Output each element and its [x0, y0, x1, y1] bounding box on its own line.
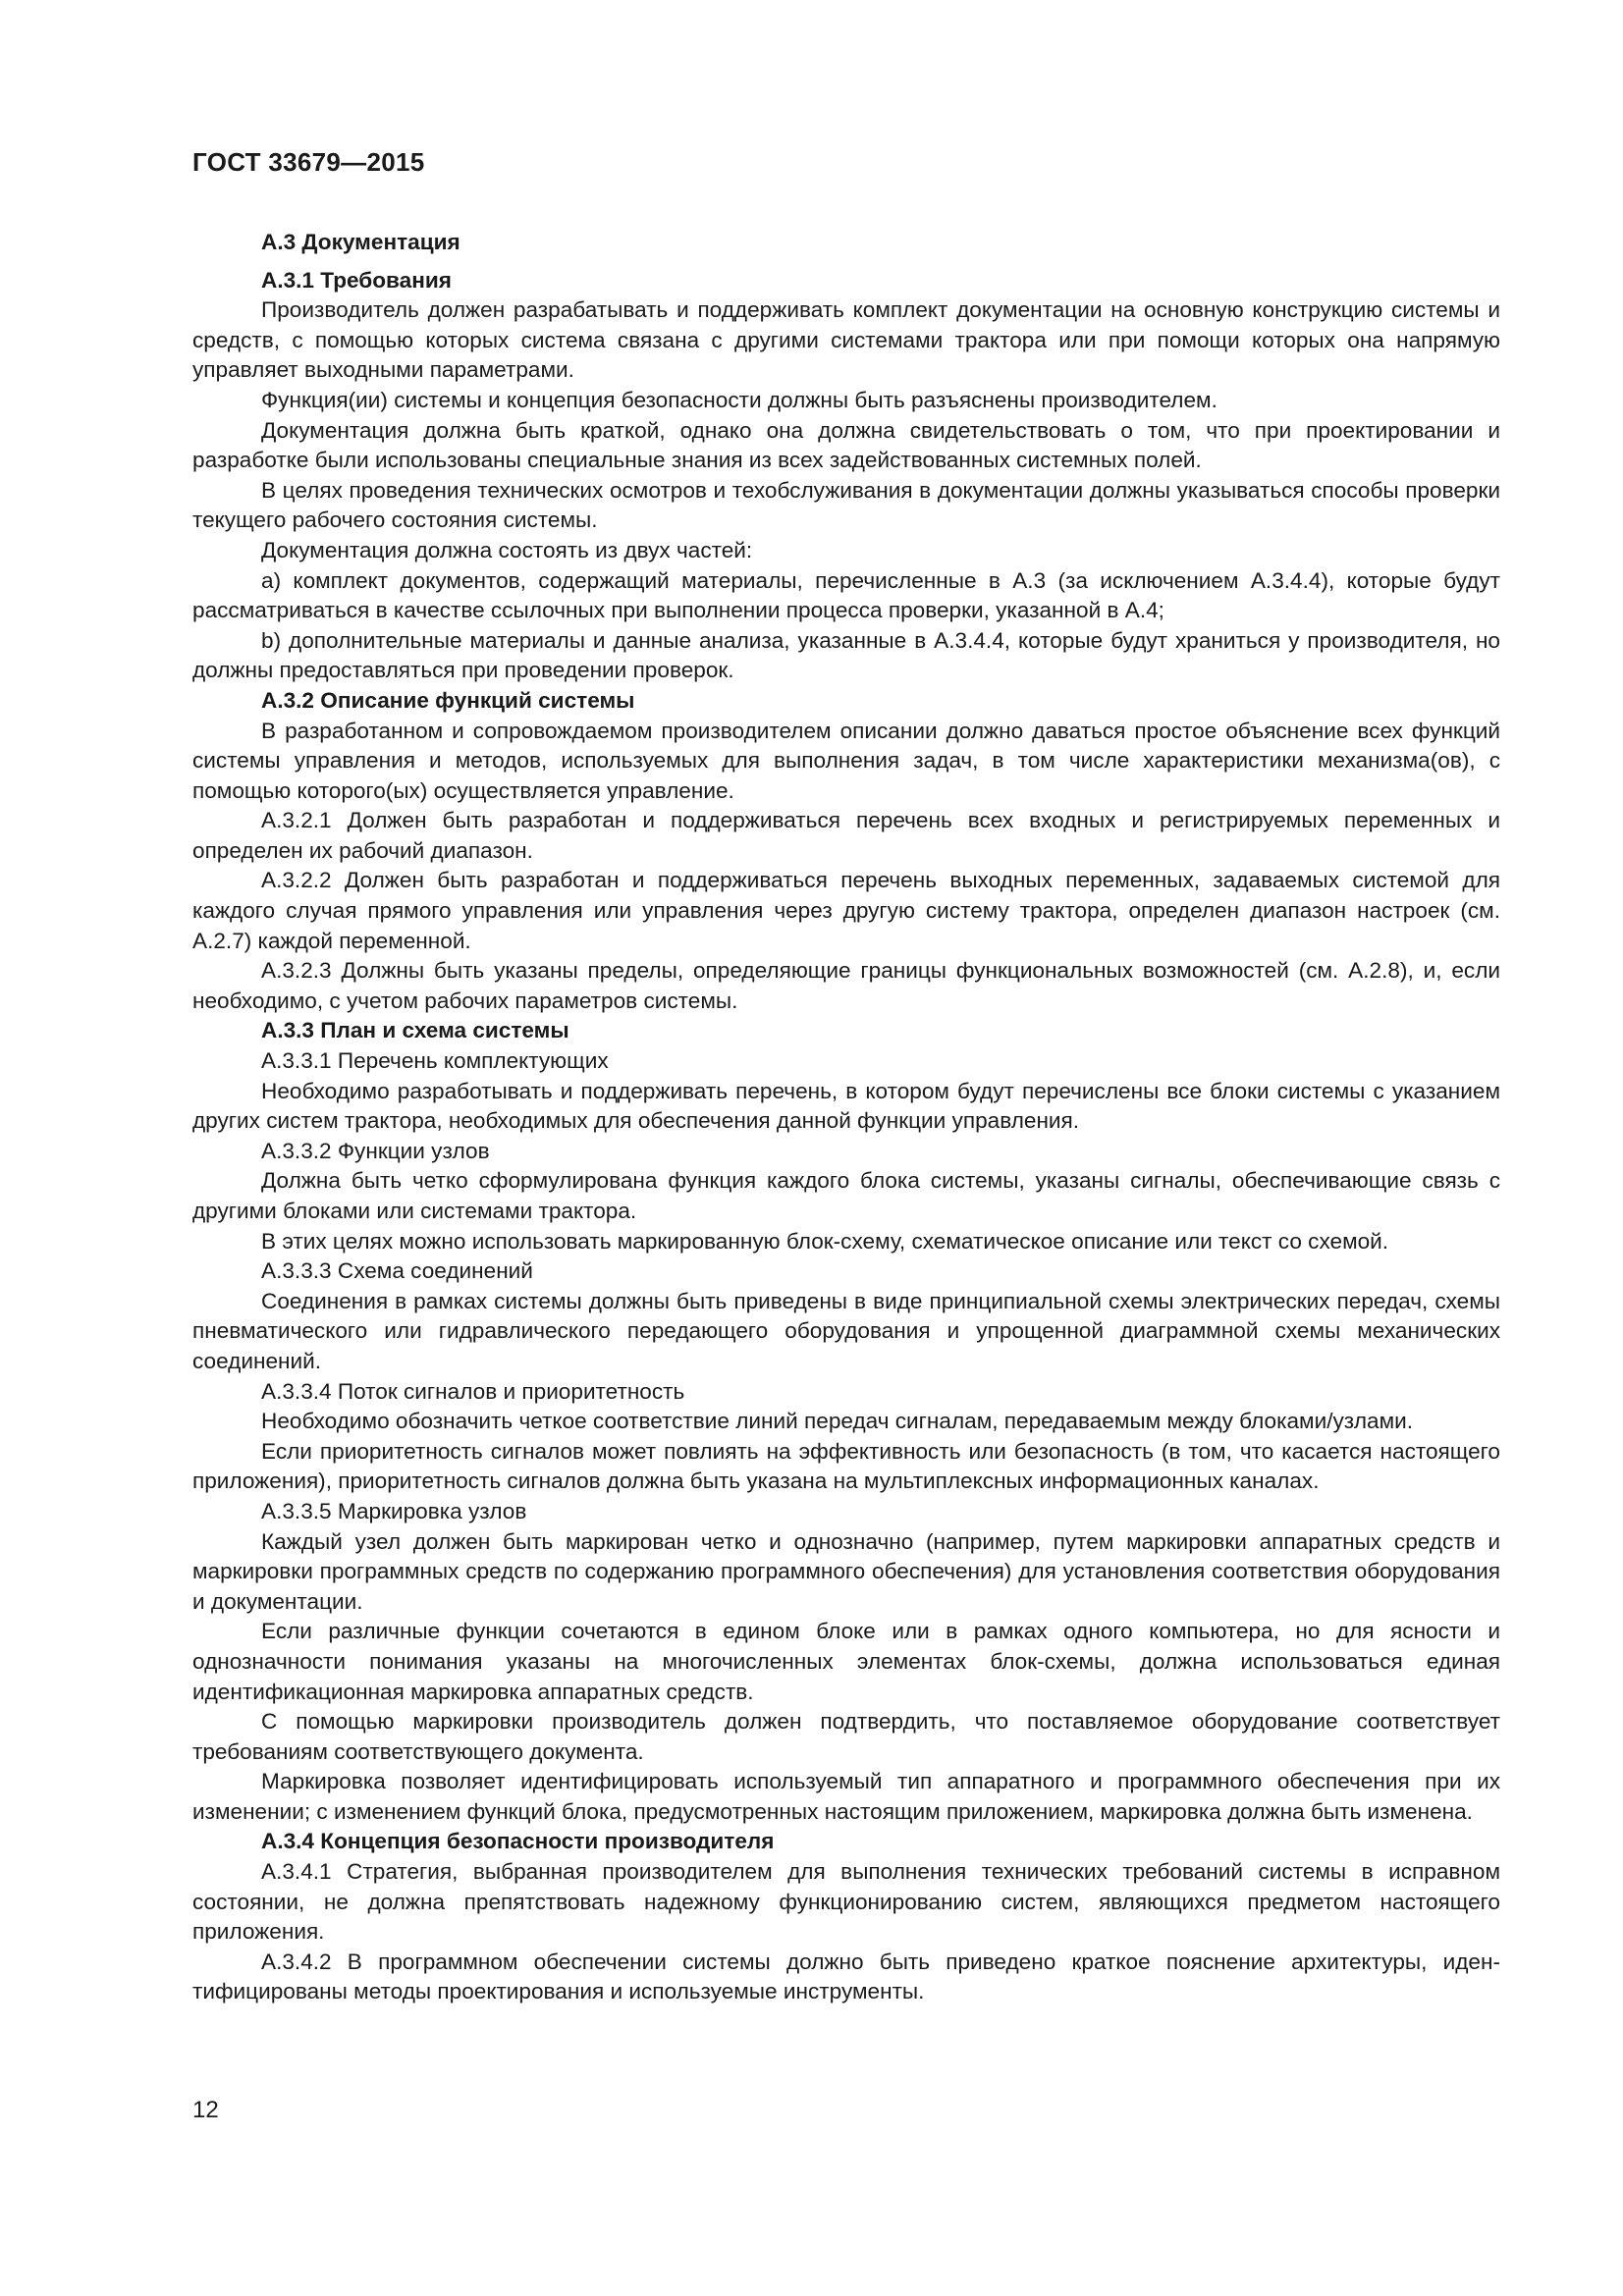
- paragraph: а) комплект документов, содержащий материалы, перечисленные в А.3 (за исключением А.3.4.4), которые будут рассматриваться в качестве ссылочных при выполнении процесса проверки, указанной в А.4;: [192, 567, 1500, 623]
- paragraph: В целях проведения технических осмотров и техобслуживания в документации должны указываться способы проверки текущего рабочего состояния системы.: [192, 477, 1500, 533]
- paragraph: А.3.2.1 Должен быть разработан и поддерживаться перечень всех входных и регистрируемых переменных и определен их рабочий диапазон.: [192, 808, 1500, 863]
- paragraph: А.3.3.3 Схема соединений: [261, 1258, 533, 1284]
- paragraph: Необходимо разработывать и поддерживать перечень, в котором будут перечислены все блоки системы с указанием других систем трактора, необходимых для обеспечения данной функции управления.: [192, 1078, 1500, 1134]
- paragraph: А.3.3.5 Маркировка узлов: [261, 1498, 527, 1523]
- paragraph: А.3.4.2 В программном обеспечении системы должно быть приведено краткое пояснение архитектуры, идентифицированы методы проектирования и используемые инструменты.: [192, 1949, 1500, 2004]
- paragraph: С помощью маркировки производитель должен подтвердить, что поставляемое оборудование соответствует требованиям соответствующего документа.: [192, 1709, 1500, 1764]
- paragraph: В этих целях можно использовать маркированную блок-схему, схематическое описание или текст со схемой.: [261, 1228, 1389, 1254]
- section-heading: А.3.2 Описание функций системы: [261, 687, 635, 713]
- paragraph: Функция(ии) системы и концепция безопасности должны быть разъяснены производителем.: [261, 387, 1217, 412]
- paragraph: Документация должна состоять из двух частей:: [261, 537, 753, 562]
- section-heading: А.3 Документация: [261, 230, 460, 254]
- paragraph: А.3.2.3 Должны быть указаны пределы, определяющие границы функциональных возможностей (см. А.2.8), и, если необходимо, с учетом рабочих параметров системы.: [192, 958, 1500, 1013]
- paragraph: Необходимо обозначить четкое соответствие линий передач сигналам, передаваемым между блоками/узлами.: [261, 1409, 1414, 1434]
- paragraph: Производитель должен разрабатывать и поддерживать комплект документации на основную конструкцию системы и средств, с помощью которых система связана с другими системами трактора или при помощи которых она напрямую управляет выходными параметрами.: [192, 297, 1500, 383]
- paragraph: В разработанном и сопровождаемом производителем описании должно даваться простое объяснение всех функций системы управления и методов, используемых для выполнения задач, в том числе характеристики механизма(ов), с помощью которого(ых) осуществляется управление.: [192, 718, 1500, 803]
- paragraph: Если различные функции сочетаются в едином блоке или в рамках одного компьютера, но для ясности и однозначности понимания указаны на многочисленных элементах блок-схемы, должна использоваться единая идентификационная маркировка аппаратных средств.: [192, 1619, 1500, 1704]
- paragraph: Маркировка позволяет идентифицировать используемый тип аппаратного и программного обеспечения при их изменении; с изменением функций блока, предусмотренных настоящим приложением, маркировка должна быть изменена.: [192, 1769, 1500, 1824]
- paragraph: Должна быть четко сформулирована функция каждого блока системы, указаны сигналы, обеспечивающие связь с другими блоками или системами трактора.: [192, 1168, 1500, 1223]
- paragraph: Каждый узел должен быть маркирован четко и однозначно (например, путем маркировки аппаратных средств и маркировки программных средств по содержанию программного обеспечения) для установления соответствия оборудования и документации.: [192, 1528, 1500, 1614]
- document-header: ГОСТ 33679—2015: [192, 147, 425, 177]
- section-heading: А.3.3 План и схема системы: [261, 1018, 569, 1043]
- paragraph: А.3.3.4 Поток сигналов и приоритетность: [261, 1378, 685, 1404]
- paragraph: Документация должна быть краткой, однако она должна свидетельствовать о том, что при проектировании и разработке были использованы специальные знания из всех задействованных системных полей.: [192, 417, 1500, 473]
- document-body: [192, 228, 1500, 2007]
- paragraph: А.3.3.2 Функции узлов: [261, 1138, 490, 1163]
- paragraph: А.3.2.2 Должен быть разработан и поддерживаться перечень выходных переменных, задаваемых системой для каждого случая прямого управления или управления через другую систему трактора, определен диапазон настроек (см. А.2.7) каждой переменной.: [192, 868, 1500, 953]
- section-heading: А.3.4 Концепция безопасности производителя: [261, 1829, 775, 1854]
- paragraph: А.3.3.1 Перечень комплектующих: [261, 1048, 609, 1074]
- paragraph: А.3.4.1 Стратегия, выбранная производителем для выполнения технических требований системы в исправном состоянии, не должна препятствовать надежному функционированию систем, являющихся предметом настоящего приложения.: [192, 1859, 1500, 1945]
- paragraph: b) дополнительные материалы и данные анализа, указанные в А.3.4.4, которые будут храниться у производителя, но должны предоставляться при проведении проверок.: [192, 627, 1500, 683]
- paragraph: Если приоритетность сигналов может повлиять на эффективность или безопасность (в том, что касается настоящего приложения), приоритетность сигналов должна быть указана на мультиплексных информационных каналах.: [192, 1438, 1500, 1494]
- section-heading: А.3.1 Требования: [261, 267, 452, 293]
- paragraph: Соединения в рамках системы должны быть приведены в виде принципиальной схемы электрических передач, схемы пневматического или гидравлического передающего оборудования и упрощенной диаграммной схемы механических соединений.: [192, 1288, 1500, 1373]
- page-number: 12: [192, 2097, 219, 2123]
